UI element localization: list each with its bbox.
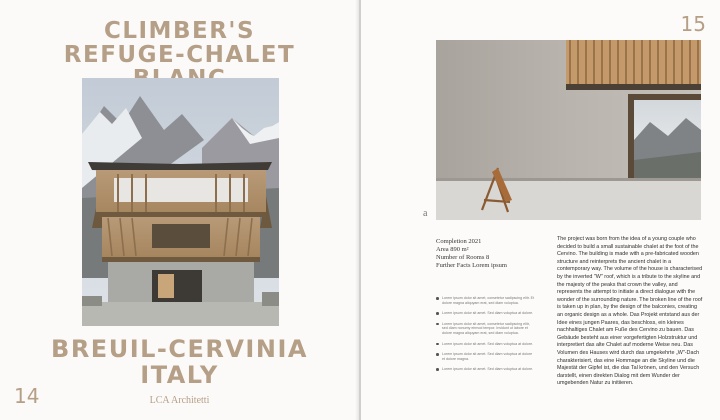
footnote-item: Lorem ipsum dolor sit amet, consetetur sadipscing elitr. Et dolore magna aliquyam erat, sed diam voluptua. xyxy=(436,296,536,305)
footnote-item: Lorem ipsum dolor sit amet, consetetur sadipscing elitr, sed diam nonumy eirmod tempor. Invidunt ut labore et dolore magna aliquyam erat, sed diam voluptua. xyxy=(436,322,536,336)
fact-completion: Completion 2021 xyxy=(436,238,482,245)
photo-caption-marker: a xyxy=(423,208,428,219)
footnote-item: Lorem ipsum dolor sit amet. Sed diam voluptua at dolore. xyxy=(436,311,536,316)
footnote-item: Lorem ipsum dolor sit amet. Sed diam voluptua at dolore. xyxy=(436,367,536,372)
fact-area: Area 890 m² xyxy=(436,246,469,253)
location-line-1: BREUIL-CERVINIA xyxy=(51,335,308,363)
footnote-item: Lorem ipsum dolor sit amet. Sed diam voluptua at dolore. xyxy=(436,342,536,347)
project-description xyxy=(557,236,703,388)
page-number-right: 15 xyxy=(680,12,706,36)
footnotes-list xyxy=(436,296,536,378)
interior-photo xyxy=(436,40,701,220)
title-line-1: CLIMBER'S xyxy=(103,18,256,44)
left-page xyxy=(0,0,359,420)
page-number-left: 14 xyxy=(14,384,40,408)
description-paragraph: The project was born from the idea of a young couple who decided to build a small sustainable chalet at the foot of the Cervino. The building is made with a pre-fabricated wooden structure and reinterprets the ancient chalet in a contemporary way. The volume of the house is characterised by the inverted "W" roof, which is a tribute to the skyline and the majesty of the peaks that crown the valley, and represents the attempt to initiate a direct dialogue with the wonder of the surrounding nature. The broken line of the roof is taken up in plan, by the design of the balconies, creating an organic design as a whole. Das Projekt entstand aus der Idee eines jungen Paares, das beschloss, ein kleines nachhaltiges Chalet am Fuße des Cervino zu bauen. Das Gebäude besteht aus einer vorgefertigten Holzstruktur und interpretiert das alte Chalet auf moderne Weise neu. Das Volumen des Hauses wird durch das umgekehrte „W"-Dach charakterisiert, das eine Hommage an die Skyline und die Majestät der Gipfel ist, die das Tal krönen, und den Versuch darstellt, einen direkten Dialog mit dem Wunder der umgebenden Natur zu initiieren. xyxy=(557,236,703,387)
location-title xyxy=(0,336,359,388)
right-page xyxy=(361,0,720,420)
project-facts xyxy=(436,238,536,270)
footnote-item: Lorem ipsum dolor sit amet. Sed diam voluptua at dolore et dolore magna. xyxy=(436,352,536,361)
architect-credit: LCA Architetti xyxy=(149,395,210,406)
location-line-2: ITALY xyxy=(140,361,219,389)
fact-further: Further Facts Lorem ipsum xyxy=(436,262,507,269)
fact-rooms: Number of Rooms 8 xyxy=(436,254,490,261)
title-line-2: REFUGE-CHALET xyxy=(63,42,296,68)
chalet-photo xyxy=(82,78,279,326)
